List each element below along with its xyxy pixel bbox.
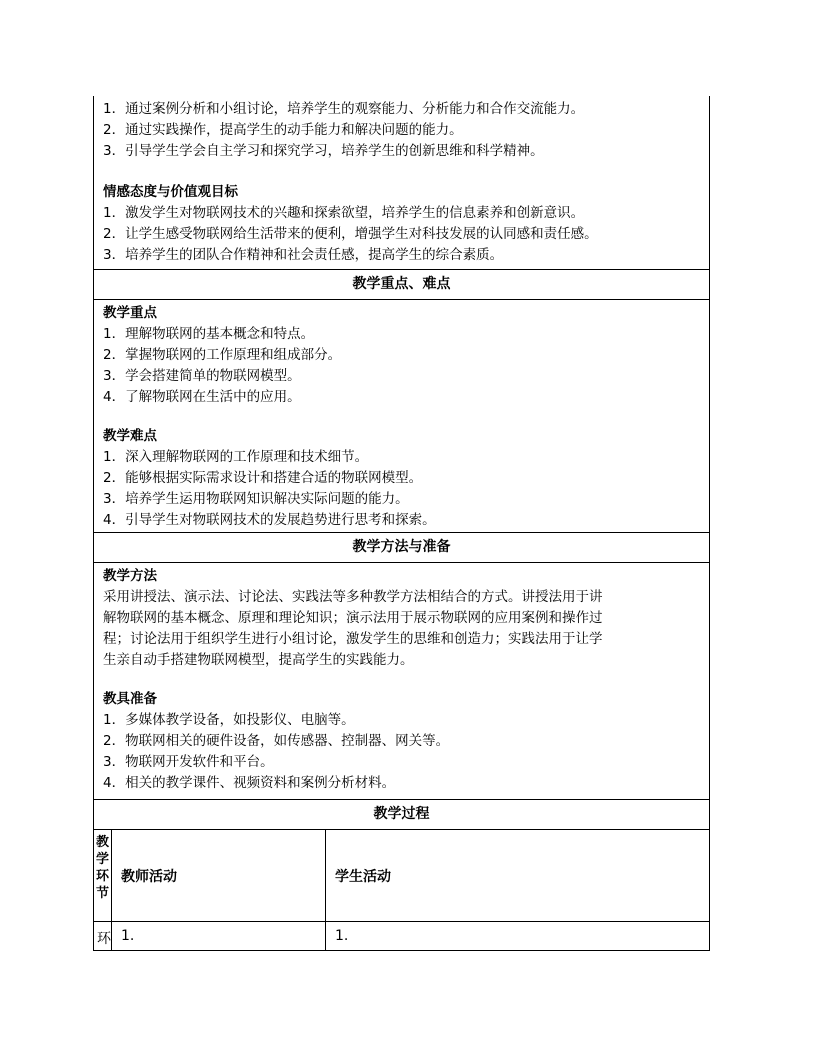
column-header-student: 学生活动 bbox=[335, 869, 391, 885]
column-header-stage: 教学环节 bbox=[96, 835, 110, 901]
list-item: 4．引导学生对物联网技术的发展趋势进行思考和探索。 bbox=[103, 512, 436, 528]
list-item: 2．掌握物联网的工作原理和组成部分。 bbox=[103, 347, 342, 363]
ability-objectives-list bbox=[103, 99, 703, 162]
paragraph-line: 程；讨论法用于组织学生进行小组讨论，激发学生的思维和创造力；实践法用于让学 bbox=[103, 631, 603, 647]
list-item: 3．学会搭建简单的物联网模型。 bbox=[103, 368, 301, 384]
list-item: 2．能够根据实际需求设计和搭建合适的物联网模型。 bbox=[103, 470, 423, 486]
table-cell-teacher: 1. bbox=[121, 928, 135, 944]
key-difficult-section bbox=[103, 303, 703, 531]
section-heading: 情感态度与价值观目标 bbox=[103, 184, 238, 200]
lesson-plan-table bbox=[93, 96, 710, 951]
list-item: 4．相关的教学课件、视频资料和案例分析材料。 bbox=[103, 775, 396, 791]
column-header-teacher: 教师活动 bbox=[121, 869, 177, 885]
section-heading: 教学方法 bbox=[103, 568, 157, 584]
table-bottom-border bbox=[93, 950, 710, 951]
section-heading: 教学重点 bbox=[103, 305, 157, 321]
row-divider bbox=[93, 921, 710, 922]
band-title-process: 教学过程 bbox=[373, 806, 430, 822]
row-divider bbox=[93, 829, 710, 830]
column-divider bbox=[325, 829, 326, 951]
list-item: 1．理解物联网的基本概念和特点。 bbox=[103, 326, 315, 342]
table-cell-student: 1. bbox=[335, 928, 349, 944]
list-item: 1．激发学生对物联网技术的兴趣和探索欲望，培养学生的信息素养和创新意识。 bbox=[103, 205, 585, 221]
list-item: 3．培养学生的团队合作精神和社会责任感，提高学生的综合素质。 bbox=[103, 247, 504, 263]
row-divider bbox=[93, 299, 710, 300]
list-item: 4．了解物联网在生活中的应用。 bbox=[103, 389, 301, 405]
column-divider bbox=[111, 829, 112, 951]
list-item: 3．培养学生运用物联网知识解决实际问题的能力。 bbox=[103, 491, 409, 507]
section-heading: 教学难点 bbox=[103, 428, 157, 444]
paragraph-line: 生亲自动手搭建物联网模型，提高学生的实践能力。 bbox=[103, 652, 414, 668]
band-title-key-difficult: 教学重点、难点 bbox=[352, 276, 451, 292]
list-item: 3．引导学生学会自主学习和探究学习，培养学生的创新思维和科学精神。 bbox=[103, 143, 544, 159]
list-item: 1．深入理解物联网的工作原理和技术细节。 bbox=[103, 449, 369, 465]
section-heading: 教具准备 bbox=[103, 691, 157, 707]
row-divider bbox=[93, 562, 710, 563]
paragraph-line: 采用讲授法、演示法、讨论法、实践法等多种教学方法相结合的方式。讲授法用于讲 bbox=[103, 589, 603, 605]
list-item: 2．通过实践操作，提高学生的动手能力和解决问题的能力。 bbox=[103, 122, 463, 138]
list-item: 3．物联网开发软件和平台。 bbox=[103, 754, 274, 770]
emotion-objectives-section bbox=[103, 182, 703, 266]
paragraph-line: 解物联网的基本概念、原理和理论知识；演示法用于展示物联网的应用案例和操作过 bbox=[103, 610, 603, 626]
list-item: 2．让学生感受物联网给生活带来的便利，增强学生对科技发展的认同感和责任感。 bbox=[103, 226, 598, 242]
list-item: 1．通过案例分析和小组讨论，培养学生的观察能力、分析能力和合作交流能力。 bbox=[103, 101, 585, 117]
list-item: 2．物联网相关的硬件设备，如传感器、控制器、网关等。 bbox=[103, 733, 450, 749]
list-item: 1．多媒体教学设备，如投影仪、电脑等。 bbox=[103, 712, 355, 728]
band-title-methods: 教学方法与准备 bbox=[352, 539, 451, 555]
table-cell-stage: 环 bbox=[97, 931, 111, 947]
methods-section bbox=[103, 566, 703, 794]
